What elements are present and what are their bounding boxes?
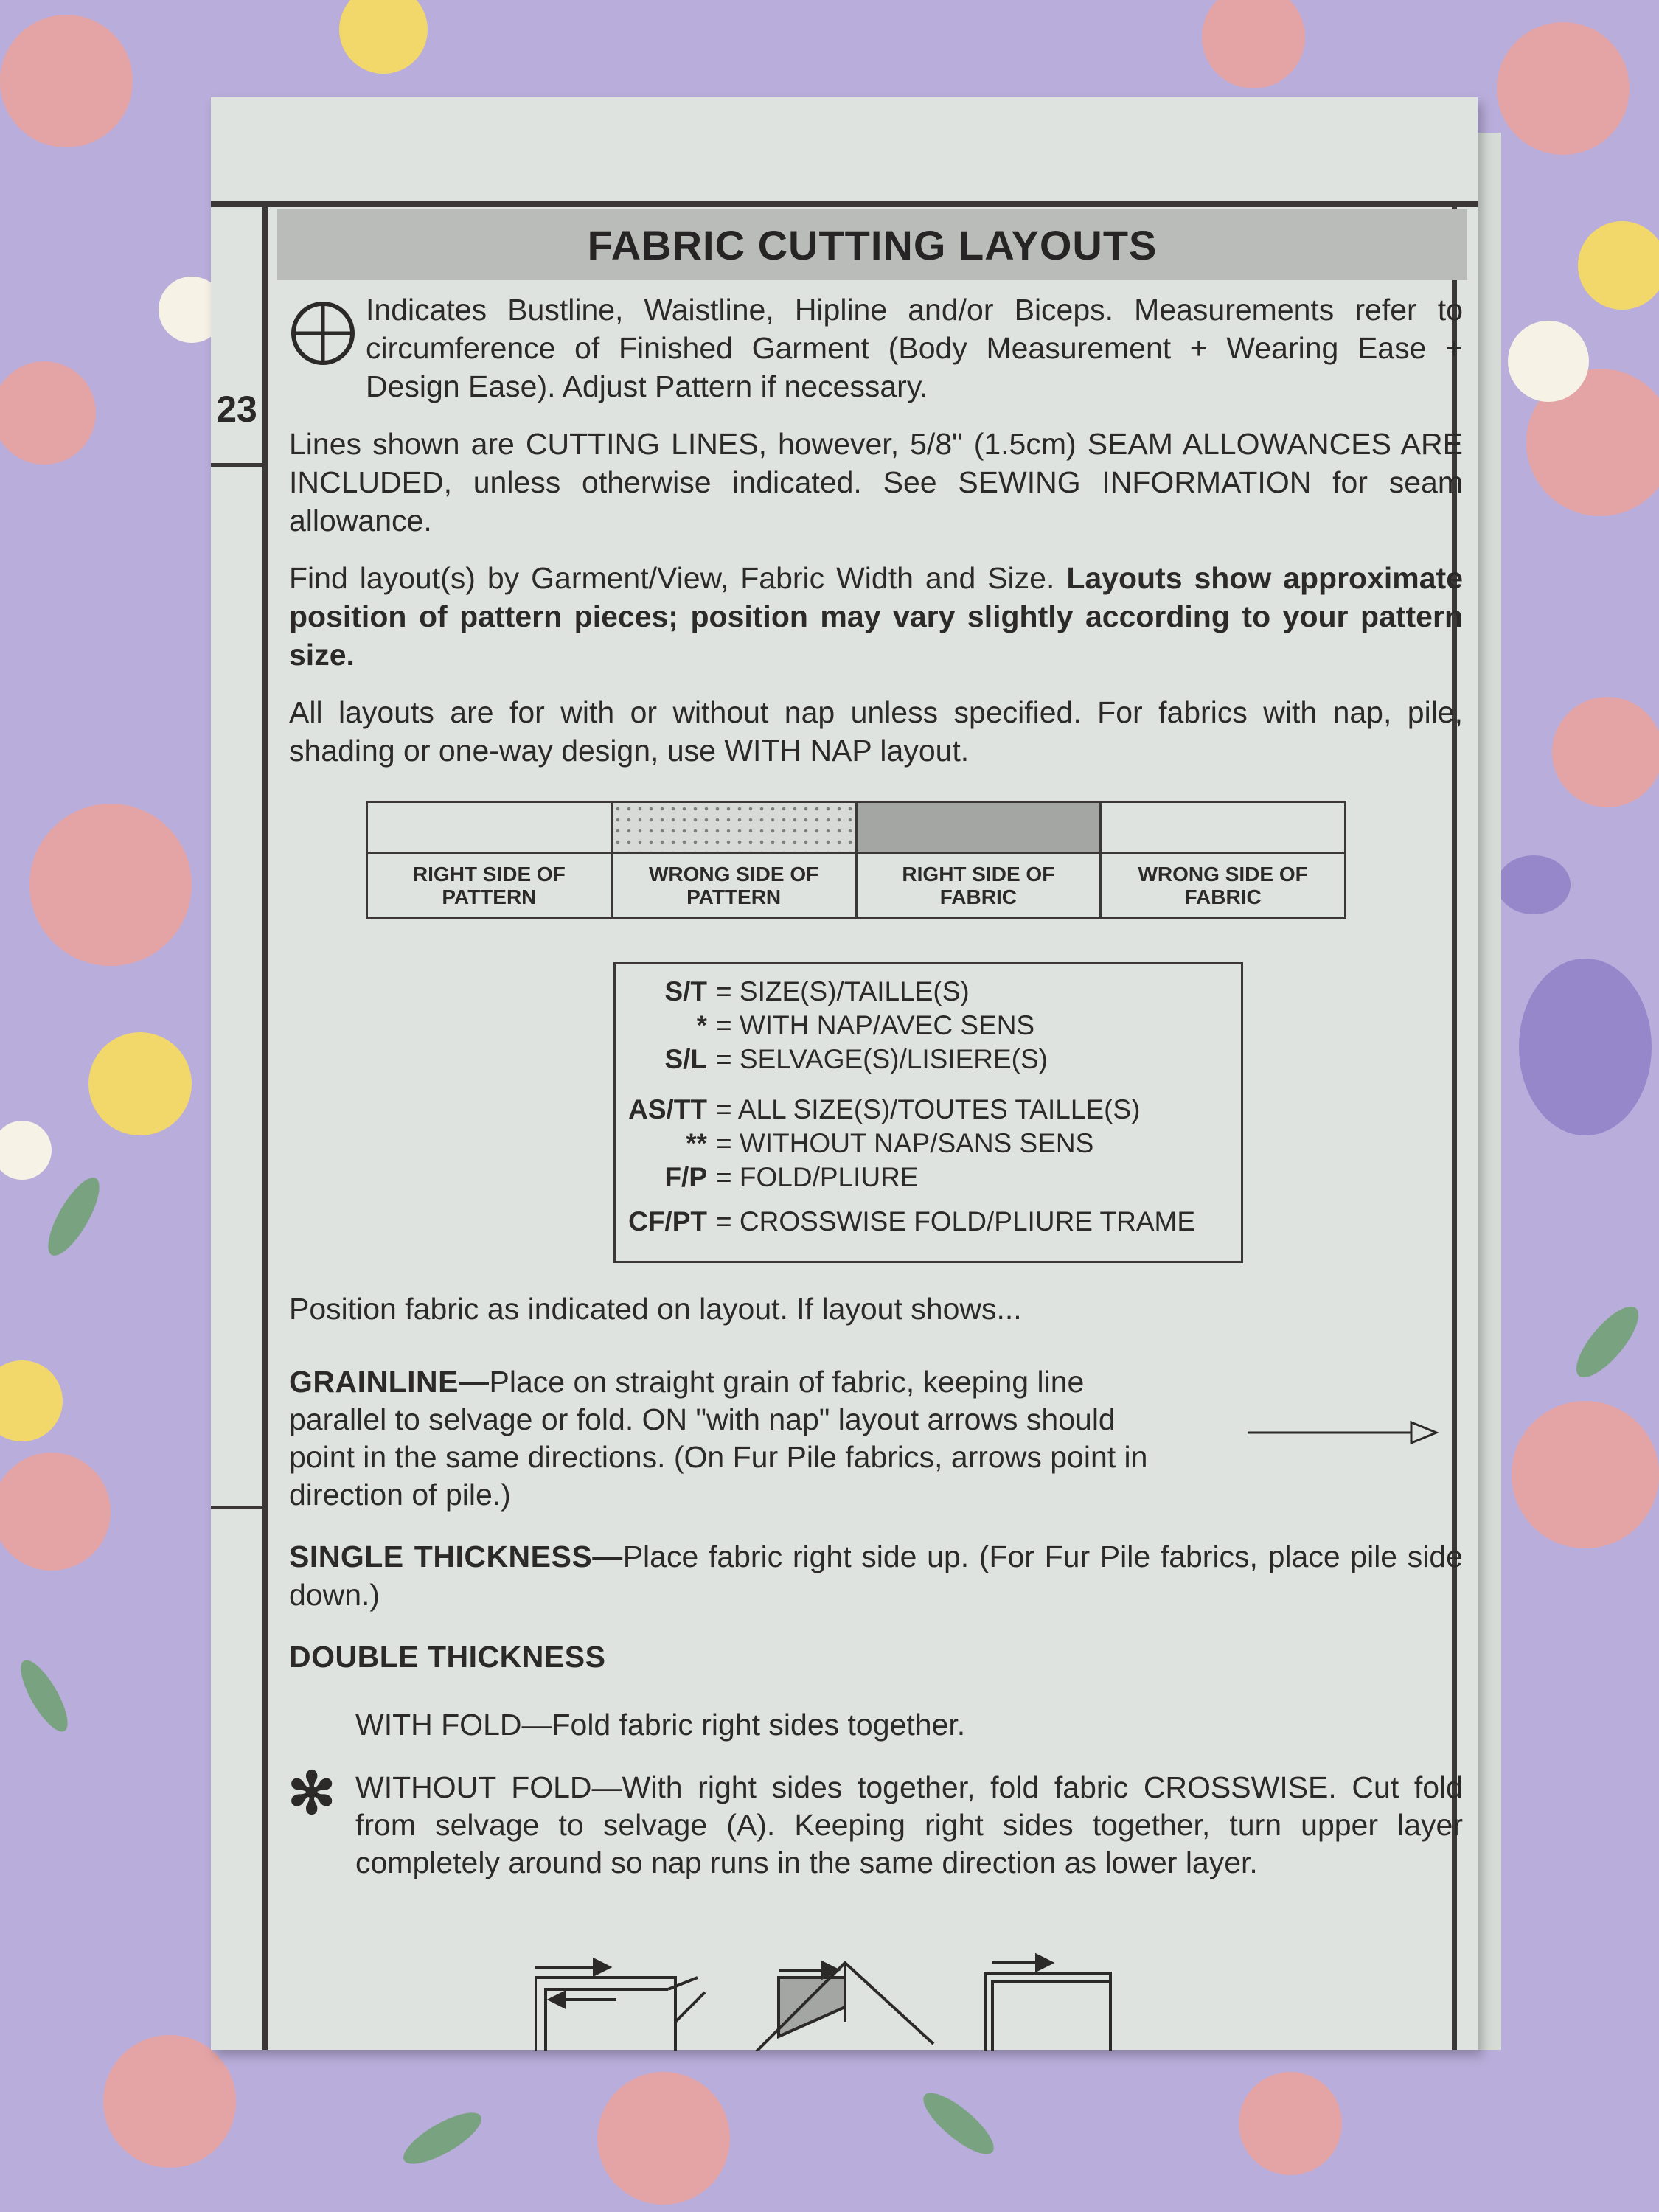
fold-diagrams-3 — [985, 1955, 1110, 2051]
swatch-right-side-fabric — [856, 802, 1101, 853]
cutting-lines-text: (1.5cm) SEAM ALLOWANCES ARE INCLUDED, unless otherwise indicated. See SEWING INFORMATION for seam allowance. — [289, 427, 1463, 538]
content-column — [289, 209, 1463, 1882]
swatch-label-line: RIGHT SIDE OF — [412, 863, 566, 886]
margin-rule — [211, 463, 264, 467]
legend-key: F/P — [664, 1162, 707, 1192]
crosshair-note — [289, 291, 1463, 406]
legend-value: = ALL SIZE(S)/TOUTES TAILLE(S) — [716, 1094, 1141, 1124]
fold-diagram-2 — [757, 1963, 933, 2051]
swatch-key-table — [366, 801, 1346, 919]
margin-rule — [211, 1506, 264, 1509]
swatch-label — [611, 853, 856, 919]
legend-row — [616, 975, 1241, 1009]
swatch-label — [1101, 853, 1346, 919]
swatch-label-line: PATTERN — [442, 886, 537, 908]
nap-note: All layouts are for with or without nap unless specified. For fabrics with nap, pile, shading or one-way design, use WITH NAP layout. — [289, 695, 1463, 768]
find-layout-note — [289, 559, 1463, 674]
swatch-label — [856, 853, 1101, 919]
legend-row — [616, 1127, 1241, 1161]
swatch-label-line: FABRIC — [939, 886, 1017, 908]
legend-key: S/T — [664, 976, 707, 1006]
legend-key: ** — [686, 1128, 707, 1158]
fold-diagrams — [535, 1948, 1361, 2051]
legend-key: AS/TT — [628, 1094, 707, 1124]
swatch-label-line: PATTERN — [686, 886, 782, 908]
page-title: FABRIC CUTTING LAYOUTS — [277, 209, 1467, 280]
grainline-text — [289, 1363, 1189, 1514]
legend-value: = WITH NAP/AVEC SENS — [716, 1010, 1035, 1040]
asterisk-icon: ✻ — [288, 1761, 336, 1826]
swatch-wrong-side-pattern — [611, 802, 856, 853]
legend-row — [616, 1009, 1241, 1043]
legend-value: = WITHOUT NAP/SANS SENS — [716, 1128, 1094, 1158]
grainline-heading: GRAINLINE— — [289, 1365, 490, 1399]
swatch-wrong-side-fabric — [1101, 802, 1346, 853]
legend-key: * — [696, 1010, 707, 1040]
cutting-lines-text: Lines shown are CUTTING LINES, however, — [289, 427, 911, 461]
legend-value: = CROSSWISE FOLD/PLIURE TRAME — [716, 1206, 1196, 1237]
position-instruction: Position fabric as indicated on layout. If layout shows... — [289, 1292, 1022, 1326]
double-thickness-heading: DOUBLE THICKNESS — [289, 1640, 606, 1674]
find-layout-text: Find layout(s) by Garment/View, Fabric Width and Size. — [289, 561, 1067, 595]
swatch-label — [367, 853, 612, 919]
swatch-right-side-pattern — [367, 802, 612, 853]
swatch-label-line: FABRIC — [1184, 886, 1262, 908]
single-thickness-body: Place fabric right side up. (For Fur Pile fabrics, place pile side down.) — [289, 1540, 1463, 1612]
grainline-arrow-icon — [1248, 1418, 1439, 1447]
legend-row — [616, 1043, 1241, 1077]
crosshair-note-text: Indicates Bustline, Waistline, Hipline and/or Biceps. Measurements refer to circumference of Finished Garment (Body Measurement + Wearing Ease + Design Ease). Adjust Pattern if necessary. — [366, 293, 1463, 403]
legend-row — [616, 1161, 1241, 1194]
grainline-section — [289, 1363, 1463, 1514]
legend-value: = SELVAGE(S)/LISIERE(S) — [716, 1044, 1048, 1074]
crosshair-circle-icon — [289, 291, 366, 406]
page-number: 23 — [216, 389, 257, 430]
swatch-label-line: WRONG SIDE OF — [1138, 863, 1308, 886]
legend-row — [616, 1205, 1241, 1239]
without-fold-section — [288, 1761, 1463, 1882]
legend-value: = FOLD/PLIURE — [716, 1162, 919, 1192]
legend-row — [616, 1093, 1241, 1127]
legend-value: = SIZE(S)/TAILLE(S) — [716, 976, 970, 1006]
legend-key: S/L — [664, 1044, 707, 1074]
find-layout-bold-text: Layouts show approximate position of pattern pieces; position may vary slightly according to your pattern size. — [289, 561, 1463, 672]
abbreviation-legend — [613, 962, 1243, 1263]
fold-diagram-1 — [535, 1960, 705, 2051]
seam-allowance-fraction: 5/8" — [910, 427, 963, 461]
swatch-label-line: WRONG SIDE OF — [649, 863, 819, 886]
swatch-label-line: RIGHT SIDE OF — [902, 863, 1055, 886]
single-thickness-note — [289, 1537, 1463, 1614]
legend-key: CF/PT — [628, 1206, 707, 1237]
pattern-instruction-sheet — [211, 97, 1478, 2050]
without-fold-note: WITHOUT FOLD—With right sides together, fold fabric CROSSWISE. Cut fold from selvage to selvage (A). Keeping right sides together, turn upper layer completely around so nap runs in the same direction as lower layer. — [355, 1770, 1463, 1879]
with-fold-note: WITH FOLD—Fold fabric right sides together. — [355, 1708, 966, 1742]
grainline-body: Place on straight grain of fabric, keeping line parallel to selvage or fold. ON "with nap" layout arrows should point in the same directions. (On Fur Pile fabrics, arrows point in direction of pile.) — [289, 1365, 1148, 1512]
single-thickness-heading: SINGLE THICKNESS— — [289, 1540, 623, 1573]
cutting-lines-note — [289, 425, 1463, 540]
